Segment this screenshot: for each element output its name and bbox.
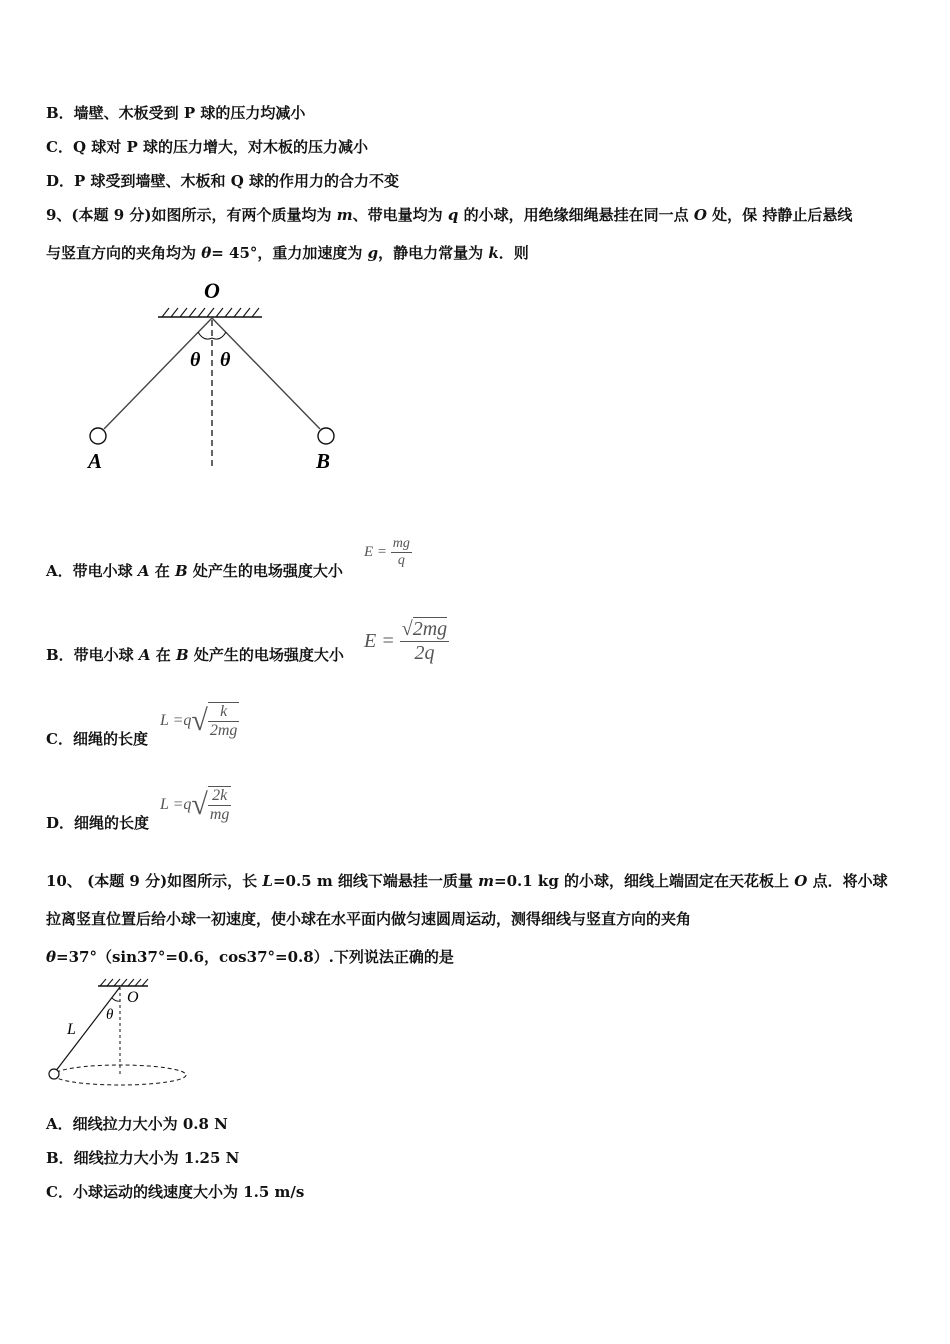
q9-option-b: B．带电小球 A 在 B 处产生的电场强度大小 — [46, 646, 344, 664]
q10-fig-theta: θ — [106, 1007, 114, 1023]
q10-stem-line2: 拉离竖直位置后给小球一初速度，使小球在水平面内做匀速圆周运动，测得细线与竖直方向的夹角 — [46, 910, 692, 928]
q10-fig-label-l: L — [67, 1021, 76, 1038]
q9-option-d: D．细绳的长度 — [46, 814, 150, 832]
q8-option-b: B．墙壁、木板受到 P 球的压力均减小 — [46, 104, 306, 122]
q9-fig-theta-left: θ — [190, 349, 201, 371]
q9-fig-label-o: O — [204, 278, 220, 303]
q10-conical-pendulum-figure — [40, 974, 200, 1092]
q9-option-d-formula: L =q√ $\frac{2k}{mg}$ — [160, 787, 230, 823]
q10-stem-line3: θ=37°（sin37°=0.6，cos37°=0.8）.下列说法正确的是 — [46, 948, 454, 966]
q9-stem-line2: 与竖直方向的夹角均为 θ= 45°，重力加速度为 g，静电力常量为 k．则 — [46, 244, 529, 262]
q10-stem-line1: 10、 (本题 9 分)如图所示，长 L=0.5 m 细线下端悬挂一质量 m=0.1 kg 的小球，细线上端固定在天花板上 O 点．将小球 — [46, 872, 888, 890]
q10-option-b: B．细线拉力大小为 1.25 N — [46, 1149, 240, 1167]
q8-option-c: C．Q 球对 P 球的压力增大，对木板的压力减小 — [46, 138, 368, 156]
q9-fig-theta-right: θ — [220, 349, 231, 371]
q9-stem-line1: 9、(本题 9 分)如图所示，有两个质量均为 m、带电量均为 q 的小球，用绝缘细绳悬挂在同一点 O 处，保 持静止后悬线 — [46, 206, 853, 224]
q9-option-a-formula: E = $\frac{mg}{q}$ — [364, 536, 410, 568]
q9-fig-label-a: A — [88, 449, 103, 473]
q9-option-b-formula: E = $\frac{√2mg}{2q}$ — [364, 618, 448, 664]
q10-option-a: A．细线拉力大小为 0.8 N — [46, 1115, 228, 1133]
q10-fig-label-o: O — [127, 989, 139, 1006]
q8-option-d: D．P 球受到墙壁、木板和 Q 球的作用力的合力不变 — [46, 172, 400, 190]
q9-option-c-formula: L =q√ $\frac{k}{2mg}$ — [160, 703, 238, 739]
q9-pendulum-figure — [80, 278, 360, 478]
q9-fig-label-b: B — [316, 449, 331, 473]
q10-option-c: C．小球运动的线速度大小为 1.5 m/s — [46, 1183, 305, 1201]
q9-option-a: A．带电小球 A 在 B 处产生的电场强度大小 — [46, 562, 343, 580]
q9-option-c: C．细绳的长度 — [46, 730, 148, 748]
